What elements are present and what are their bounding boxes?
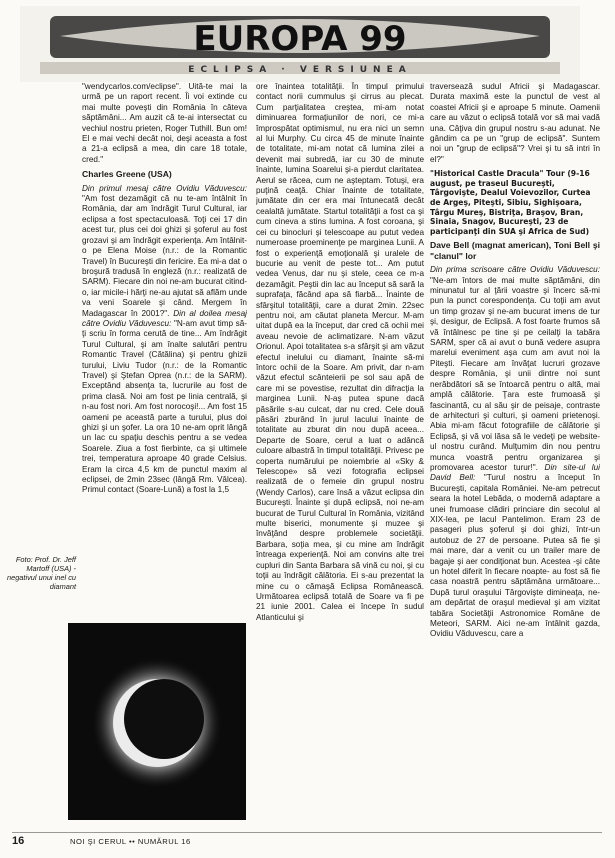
- masthead-logo: [20, 6, 580, 82]
- col3-p3-body: "Turul nostru a început în Bucureşti, capitala României. Ne-am petrecut seara la hotel Lebăda, o modernă adaptare a unei frumoase clădiri princiare din secolul al XIX-lea, pe lacul Pantelimon. Eram 23 de pasageri plus şoferul şi doi ghizi, într-un autobuz de 27 de persoane. Putea să fie şi mai mare, dar a venit cu un trailer mare de bagaje şi aer condiţionat bun. Acestea -şi câte un hotel diferit în fiecare noapte- au fost să fie casa noastră pentru săptămâna următoare... După turul oraşului Târgovişte dimineaţa, ne-am depărtat de oraşul medieval şi am vizitat tabăra Societăţii Astronomice Române de Meteori, SARM. Aici ne-am întâlnit gazda, Ovidiu Văduvescu, care a: [430, 473, 600, 639]
- masthead-title: EUROPA 99: [193, 19, 407, 59]
- page-number: 16: [12, 835, 25, 847]
- col1-p3-intro: Din al doilea mesaj către Ovidiu Văduvescu:: [82, 308, 247, 328]
- photo-caption: Foto: Prof. Dr. Jeff Martoff (USA) - negativul unui inel cu diamant: [6, 555, 76, 591]
- eclipse-photo: [68, 623, 246, 820]
- masthead-subtitle: ECLIPSA · VERSIUNEA: [188, 65, 412, 75]
- col1-p3-body: "N-am avut timp să-ţi scriu în forma cerută de tine... Am îndrăgit Turul Cultural, şi am înalte salutări pentru Romantic Travel (Cătălina) şi pentru ghizii turului, Liviu Tudor (n.r.: de la Romantic Travel) şi Ştefan Oprea (n.r.: de la SARM). Exceptând absenţa ta, lucrurile au fost de prima clasă. Noi am fost pe linia centrală, şi n-au fost nori. Am fost norocoşi!... Am fost 15 oameni pe această parte a turului, plus doi ghizi şi un şofer. La ora 10 ne-am oprit lângă un lac cu spaţiu deschis pentru a se vedea Soarele. Ziua a fost fierbinte, ca şi ultimele trei, temperatura aproape 40 grade Celsius. Eram la circa 4,5 km de punctul maxim al eclipsei, de 2min 23sec (lângă Rm. Vâlcea). Primul contact (Soare-Lună) a fost la 1,5: [82, 318, 247, 495]
- col3-heading-dave-bell: Dave Bell (magnat american), Toni Bell şi "clanul" lor: [430, 240, 600, 261]
- col3-paragraph-1: traversează sudul Africii şi Madagascar. Durata maximă este la punctul de vest al coastei Africii şi e aproape 5 minute. Oamenii care au văzut o eclipsă totală vor să mai vadă una. Câţiva din grupul nostru s-au adunat. Ne gândim ca pe un "grup de eclipsă". Suntem noi un "grup de eclipsă"? Vrei şi tu să intri în el?": [430, 82, 600, 164]
- masthead-graphic: [20, 6, 580, 82]
- col3-p2-body: "Ne-am întors de mai multe săptămâni, din minunatul tur al ţării voastre şi încerc să-mi pun la punct corespondenţa. Cu toţii am avut un timp grozav şi ne-am bucurat imens de tur şi, desigur, de Eclipsă. A fost foarte frumos să vă întâlnesc pe tine şi pe ceilalţi la tabăra SARM, sper că ai avut o bună vedere asupra marelui eveniment aşa cum am avut noi la Piteşti. Fiecare am învăţat lucruri grozave despre România, şi unii dintre noi sunt nerăbdători să se întoarcă pentru o altă, mai amplă călătorie. Ţara este frumoasă şi fascinantă, cu al său şir de peisaje, contraste de arhitecturi şi culturi, şi oameni prietenoşi. Abia mi-am făcut fotografiile de călătorie şi Eclipsă, şi vă voi lăsa să le vedeţi pe website-ul nostru curând. Mulţumim din nou pentru munca voastră pentru organizarea şi promovarea acestor turur!".: [430, 275, 600, 472]
- page-footer: [12, 832, 602, 849]
- col1-heading-charles-greene: Charles Greene (USA): [82, 169, 172, 180]
- col1-paragraph-2: [82, 184, 247, 496]
- col2-paragraph-1: ore înaintea totalităţii. În timpul primului contact norii cummulus şi cirrus au plecat. Cum parţialitatea creştea, mi-am notat diminuarea formaţiunilor de nori, ce mi-a împrospătat optimismul, nu era nici un semn al lui Murphy. Cu circa 45 de minute înainte de totalitate, mi-am notat că lumina zilei a devenit mai subredă, iar cu 30 de minute înainte, lumina Soarelui şi-a pierdut claritatea. Aerul se răcea, cum ne aşteptam. Totuşi, era puţină ceaţă. Chiar înainte de totalitate, jumătate din cer era mai întunecată decât cealaltă jumătate. Startul totalităţii a fost ca şi cum cineva a stins lumina. A fost coroana, şi cei cu binocluri şi telescoape au putut vedea numeroase proeminenţe pe marginea Lunii. A fost o experienţă emoţională şi uralele de bucurie au venit de peste tot... Am putut vedea Venus, dar nu şi stele, ceea ce m-a dezamăgit. Peştii din lac au început să sară la suprafaţa, făcând apa să fiarbă... Înainte de sfârşitul totalităţii, care a durat 2min. 22sec pentru noi, am căutat planeta Mercur. M-am uitat după ea la început, dar cred că ochii mei aveau nevoie de aclimatizare. N-am văzut Orionul. Apoi totalitatea s-a sfârşit şi am văzut efectul inelului cu diamant, înainte să-mi întorc ochii de la Soare. Am privit, dar n-am văzut efectul scânteierii pe sol sau apă de care mi se povestise, rezultat din difracţia la marginea Lunii. N-aş putea spune dacă păsările s-au culcat, dar nu cred. Cele două păsări zburând în jurul lacului înainte de totalitate au zburat din nou după aceea... Departe de Soare, cerul a luat o adâncă culoare albastră în timpul totalităţii. Privesc pe coperta numărului pe noiembrie al «Sky & Telescope» să vezi fotografia eclipsei realizată de o femeie din grupul nostru (Wendy Carlos), care însă a văzut eclipsa din Bucureşti. Înainte şi după eclipsă, noi ne-am bucurat de Turul Cultural în România, vizitând multe biserici, monumente şi muzee şi învăţând despre problemele societăţii. Barbara, soţia mea, şi cu mine am îndrăgit întreaga experienţă. Noi am convins alte trei cupluri din Santa Barbara să vină cu noi, şi cu toţii au îndrăgit călătoria. Ei s-au prezentat la mine cu o cămaşă Eclipsa Românească. Următoarea eclipsă totală de Soare va fi pe 21 iunie 2001. Calea ei începe în sudul Atlanticului şi: [256, 82, 424, 622]
- col1-paragraph-1: "wendycarlos.com/eclipse". Uită-te mai la urmă pe un raport recent. Îi voi extinde cu mai multe poveşti din România în câteva săptămâni... Am auzit că te-ai intersectat cu vechiul nostru prieten, Roger Tuthill. Bun om! El e mai vechi decât noi, deşi aceasta a fost a 21-a eclipsă a mea, din care 18 totale, cred.": [82, 82, 247, 164]
- col3-tour-info: "Historical Castle Dracula" Tour (9-16 august, pe traseul Bucureşti, Târgovişte, Dealul Voievozilor, Curtea de Argeş, Piteşti, Sibiu, Sighişoara, Târgu Mureş, Bistriţa, Braşov, Bran, Sinaia, Snagov, Bucureşti, 23 de participanţi din SUA şi Africa de Sud): [430, 169, 591, 236]
- diamond-ring-image: [68, 623, 246, 820]
- column-2: [256, 82, 424, 827]
- col3-paragraph-2: [430, 265, 600, 640]
- col1-p2-body: "Am fost dezamăgit că nu te-am întâlnit în România, dar am îndrăgit Turul Cultural, iar eclipsa a fost spectaculoasă. Toţi cei 17 din acest tur, plus cei doi ghizi şi şoferul au fost grozavi şi am îndrăgit experienţa. Am întâlnit-o pe Elena Moise (n.r.: de la Romantic Travel) în Bucureşti din fericire. Ea mi-a dat o broşură tradusă în engleză (n.r.: realizată de SARM). Fiecare din noi ne-am bucurat citind-o, iar micile-i hărţi ne-au ajutat să aflăm unde va veni Soarele şi când. Mergem în Madagascar în 2001?".: [82, 194, 247, 318]
- col3-p3-intro: Din site-ul lui David Bell:: [430, 462, 600, 483]
- col1-p2-intro: Din primul mesaj către Ovidiu Văduvescu:: [82, 183, 247, 193]
- footer-publication: NOI ŞI CERUL •• NUMĂRUL 16: [70, 837, 191, 846]
- column-3: [430, 82, 600, 827]
- col3-p2-intro: Din prima scrisoare către Ovidiu Văduvescu:: [430, 265, 600, 275]
